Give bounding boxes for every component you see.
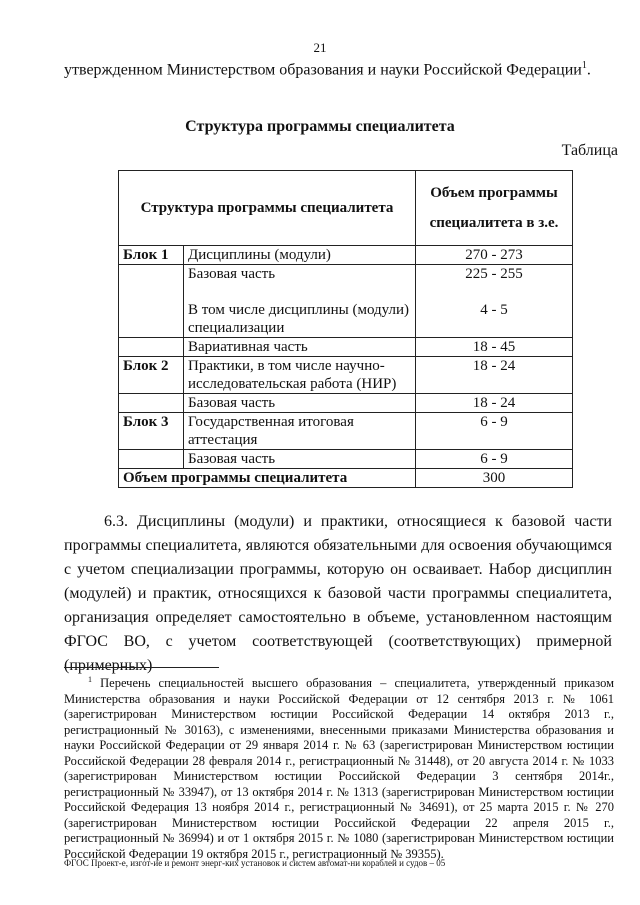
row-label: Государственная итоговая аттестация (184, 413, 416, 450)
row-label-specialization: В том числе дисциплины (модули) специализации (188, 302, 409, 336)
row-label (184, 265, 416, 338)
table-total-row (119, 469, 573, 488)
row-value: 18 - 24 (416, 394, 573, 413)
footnote-divider (64, 667, 219, 668)
total-label: Объем программы специалитета (119, 469, 416, 488)
block-spacer (119, 394, 184, 413)
row-label: Базовая часть (184, 450, 416, 469)
header-structure: Структура программы специалитета (119, 171, 416, 246)
page-footer: ФГОС Проект-е, изгот-ие и ремонт энерг-ких установок и систем автомат-ни кораблей и судов – 05 (64, 858, 446, 868)
row-label: Практики, в том числе научно-исследовательская работа (НИР) (184, 357, 416, 394)
footnote-text: Перечень специальностей высшего образования – специалитета, утвержденный приказом Министерства образования и науки Российской Федерации от 12 сентября 2013 г. № 1061 (зарегистрирован Министерством юстиции Российской Федерации 14 октября 2013 г., регистрационный № 30163), с изменениями, внесенными приказами Министерства образования и науки Российской Федерации от 29 января 2014 г. № 63 (зарегистрирован Министерством юстиции Российской Федерации 28 февраля 2014 г., регистрационный № 31448), от 20 августа 2014 г. № 1033 (зарегистрирован Министерством юстиции Российской Федерации 3 сентября 2014г., регистрационный № 33947), от 13 октября 2014 г. № 1313 (зарегистрирован Министерством юстиции Российской Федерация 13 ноября 2014 г., регистрационный № 34691), от 25 марта 2015 г. № 270 (зарегистрирован Министерством юстиции Российской Федерации 22 апреля 2015 г., регистрационный № 36994) и от 1 октября 2015 г. № 1080 (зарегистрирован Министерством юстиции Российской Федерации 19 октября 2015 г., регистрационный № 39355). (64, 676, 614, 861)
row-value-base: 225 - 255 (465, 266, 523, 282)
footnote-reference[interactable]: 1 (581, 60, 587, 71)
block-spacer (119, 338, 184, 357)
row-label: Вариативная часть (184, 338, 416, 357)
block-label: Блок 3 (119, 413, 184, 450)
row-value: 18 - 24 (416, 357, 573, 394)
paragraph-text: 6.3. Дисциплины (модули) и практики, относящиеся к базовой части программы специалитета, являются обязательными для освоения обучающимся с учетом специализации программы, которую он осваивает. Набор дисциплин (модулей) и практик, относящихся к базовой части программы специалитета, организация определяет самостоятельно в объеме, установленном настоящим ФГОС ВО, с учетом соответствующей (соответствующих) примерной (примерных) (64, 513, 612, 674)
row-value (416, 265, 573, 338)
header-volume: Объем программы специалитета в з.е. (416, 171, 573, 246)
block-spacer (119, 265, 184, 338)
structure-table (118, 170, 573, 488)
body-paragraph (64, 510, 612, 678)
table-row (119, 394, 573, 413)
row-value: 270 - 273 (416, 246, 573, 265)
table-row (119, 265, 573, 338)
table-row (119, 246, 573, 265)
intro-text: утвержденном Министерством образования и науки Российской Федерации (64, 61, 582, 79)
intro-line: утвержденном Министерством образования и науки Российской Федерации$^1$. (64, 60, 591, 79)
row-value: 18 - 45 (416, 338, 573, 357)
row-label: Дисциплины (модули) (184, 246, 416, 265)
block-spacer (119, 450, 184, 469)
footnote-paragraph (64, 672, 614, 862)
footnote (64, 672, 614, 862)
total-value: 300 (416, 469, 573, 488)
footnote-mark: 1 (88, 675, 92, 684)
table-row (119, 357, 573, 394)
table-header-row (119, 171, 573, 246)
table-row (119, 338, 573, 357)
row-label: Базовая часть (184, 394, 416, 413)
row-value: 6 - 9 (416, 450, 573, 469)
table-row (119, 450, 573, 469)
table-heading: Структура программы специалитета (185, 118, 455, 135)
table-row (119, 413, 573, 450)
row-value-specialization: 4 - 5 (480, 302, 508, 318)
page-number: 21 (313, 40, 327, 55)
block-label: Блок 1 (119, 246, 184, 265)
row-label-base: Базовая часть (188, 266, 276, 282)
row-value: 6 - 9 (416, 413, 573, 450)
table-label: Таблица (561, 142, 618, 159)
block-label: Блок 2 (119, 357, 184, 394)
